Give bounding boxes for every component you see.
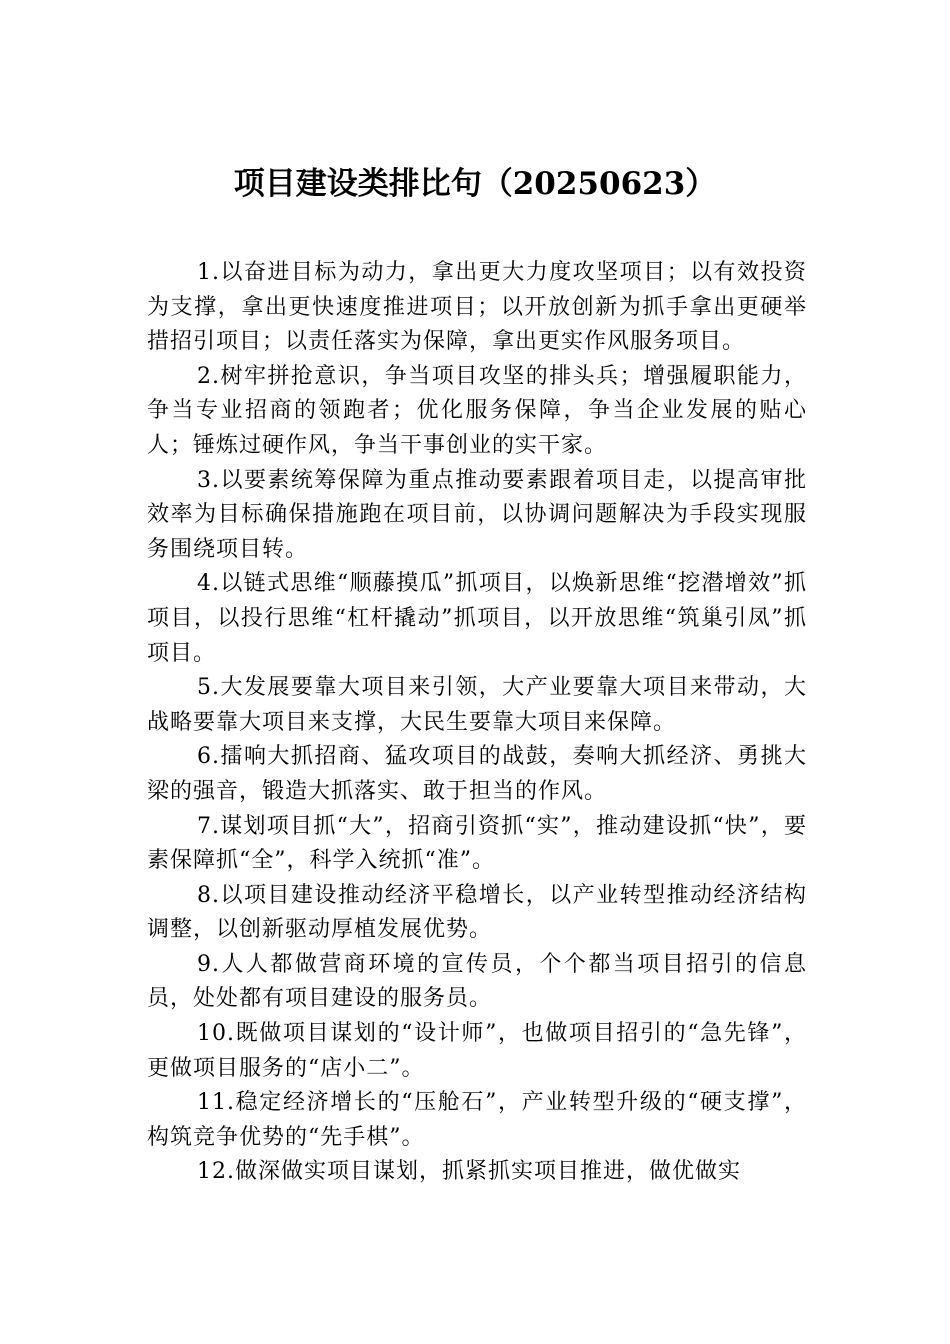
paragraph-12: 12.做深做实项目谋划，抓紧抓实项目推进，做优做实 [197, 1159, 741, 1185]
paragraph-1: 1.以奋进目标为动力，拿出更大力度攻坚项目；以有效投资为支撑，拿出更快速度推进项目；以开放创新为抓手拿出更硬举措招引项目；以责任落实为保障，拿出更实作风服务项目。 [147, 260, 807, 355]
paragraph-8: 8.以项目建设推动经济平稳增长，以产业转型推动经济结构调整，以创新驱动厚植发展优势。 [147, 882, 807, 943]
paragraph-5: 5.大发展要靠大项目来引领，大产业要靠大项目来带动，大战略要靠大项目来支撑，大民生要靠大项目来保障。 [147, 675, 807, 735]
paragraph-9: 9.人人都做营商环境的宣传员，个个都当项目招引的信息员，处处都有项目建设的服务员。 [147, 951, 807, 1012]
paragraph-2: 2.树牢拼抢意识，争当项目攻坚的排头兵；增强履职能力，争当专业招商的领跑者；优化服务保障，争当企业发展的贴心人；锤炼过硬作风，争当干事创业的实干家。 [147, 363, 807, 458]
paragraph-6: 6.擂响大抓招商、猛攻项目的战鼓，奏响大抓经济、勇挑大梁的强音，锻造大抓落实、敢于担当的作风。 [147, 744, 807, 804]
document-body [147, 256, 807, 1190]
document-title: 项目建设类排比句（20250623） [233, 166, 717, 202]
paragraph-10: 10.既做项目谋划的“设计师”，也做项目招引的“急先锋”，更做项目服务的“店小二”。 [147, 1021, 807, 1081]
paragraph-3: 3.以要素统筹保障为重点推动要素跟着项目走，以提高审批效率为目标确保措施跑在项目前，以协调问题解决为手段实现服务围绕项目转。 [147, 467, 807, 562]
paragraph-11: 11.稳定经济增长的“压舱石”，产业转型升级的“硬支撑”，构筑竞争优势的“先手棋”。 [147, 1090, 807, 1150]
paragraph-7: 7.谋划项目抓“大”，招商引资抓“实”，推动建设抓“快”，要素保障抓“全”，科学入统抓“准”。 [147, 813, 807, 874]
paragraph-4: 4.以链式思维“顺藤摸瓜”抓项目，以焕新思维“挖潜增效”抓项目，以投行思维“杠杆撬动”抓项目，以开放思维“筑巢引凤”抓项目。 [147, 571, 807, 666]
